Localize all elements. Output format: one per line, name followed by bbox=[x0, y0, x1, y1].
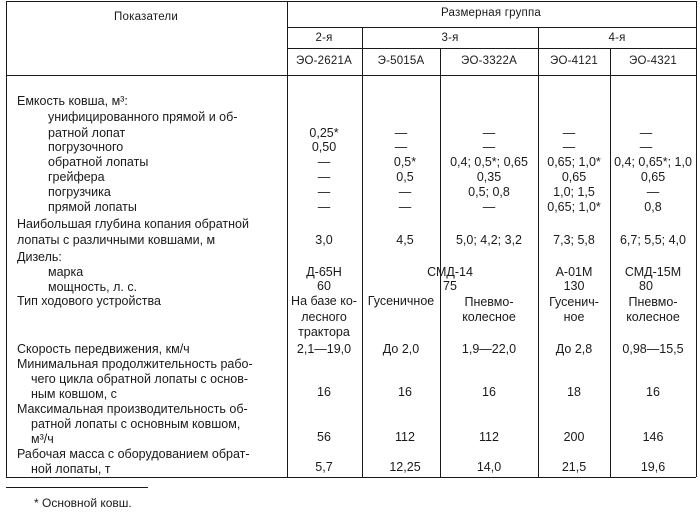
cell: 2,1—19,0 bbox=[296, 342, 352, 356]
cell: 5,0; 4,2; 3,2 bbox=[455, 233, 523, 247]
cell: — bbox=[639, 126, 653, 140]
cell: — bbox=[398, 185, 412, 199]
cell: 1,9—22,0 bbox=[461, 342, 517, 356]
cell: До 2,0 bbox=[382, 342, 420, 356]
mass-label-line1: Рабочая масса с оборудованием обрат- bbox=[17, 447, 250, 461]
cycle-label-line2: чего цикла обратной лопаты с основ- bbox=[31, 372, 249, 386]
undercarriage-label: Тип ходового устройства bbox=[17, 294, 161, 308]
cell: Пневмо- bbox=[464, 295, 514, 309]
cell: СМД-14 bbox=[427, 265, 473, 279]
cell: Пневмо- bbox=[628, 295, 678, 309]
cell: 0,98—15,5 bbox=[622, 342, 684, 356]
cycle-label-line3: ным ковшом, с bbox=[31, 387, 117, 401]
cell: — bbox=[562, 126, 576, 140]
cell: 0,35 bbox=[476, 170, 502, 184]
cell: 0,65 bbox=[561, 170, 587, 184]
cell: — bbox=[317, 170, 331, 184]
backhoe-label: обратной лопаты bbox=[48, 155, 149, 169]
max-depth-label-line2: лопаты с различными ковшами, м bbox=[17, 233, 216, 247]
cell: 0,4; 0,5*; 0,65 bbox=[450, 155, 528, 169]
cell: — bbox=[482, 140, 496, 154]
loader2-label: погрузчика bbox=[48, 185, 111, 199]
bucket-capacity-label: Емкость ковша, м³: bbox=[17, 94, 128, 108]
cell: 130 bbox=[563, 279, 585, 293]
group-3-header: 3-я bbox=[441, 32, 459, 44]
cell: 18 bbox=[567, 385, 581, 399]
cell: — bbox=[317, 155, 331, 169]
cell: 80 bbox=[639, 279, 653, 293]
cell: 5,7 bbox=[315, 460, 333, 474]
cell: — bbox=[317, 200, 331, 214]
cell: трактора bbox=[298, 325, 350, 339]
cell: — bbox=[398, 200, 412, 214]
cell: 0,5 bbox=[396, 170, 414, 184]
cell: 0,5; 0,8 bbox=[468, 185, 510, 199]
cell: 14,0 bbox=[476, 460, 502, 474]
productivity-label-line2: ратной лопаты с основным ковшом, bbox=[31, 417, 241, 431]
footnote-rule bbox=[6, 487, 148, 488]
cell: 19,6 bbox=[640, 460, 666, 474]
model-eo-3322a: ЭО-3322А bbox=[461, 55, 517, 67]
diesel-label: Дизель: bbox=[17, 250, 62, 264]
cell: — bbox=[639, 140, 653, 154]
cell: 0,65 bbox=[640, 170, 666, 184]
universal-label-line1: унифицированного прямой и об- bbox=[48, 110, 238, 124]
cell: 200 bbox=[563, 430, 585, 444]
cycle-label-line1: Минимальная продолжительность рабо- bbox=[17, 357, 253, 371]
grab-label: грейфера bbox=[48, 170, 105, 184]
cell: 3,0 bbox=[315, 233, 333, 247]
cell: 16 bbox=[398, 385, 412, 399]
cell: 0,50 bbox=[311, 140, 337, 154]
cell: 146 bbox=[642, 430, 664, 444]
cell: На базе ко- bbox=[291, 294, 357, 308]
cell: 0,25* bbox=[309, 126, 339, 140]
group-4-header: 4-я bbox=[608, 32, 626, 44]
max-depth-label-line1: Наибольшая глубина копания обратной bbox=[17, 217, 249, 231]
cell: 0,4; 0,65*; 1,0 bbox=[614, 155, 692, 169]
cell: — bbox=[482, 200, 496, 214]
mass-label-line2: ной лопаты, т bbox=[31, 462, 111, 476]
power-label: мощность, л. с. bbox=[48, 280, 138, 294]
cell: 16 bbox=[646, 385, 660, 399]
cell: — bbox=[482, 126, 496, 140]
cell: До 2,8 bbox=[555, 342, 593, 356]
cell: 4,5 bbox=[396, 233, 414, 247]
group-2-header: 2-я bbox=[315, 32, 333, 44]
brand-label: марка bbox=[48, 265, 84, 279]
size-group-header: Размерная группа bbox=[441, 7, 541, 19]
cell: СМД-15М bbox=[624, 265, 682, 279]
shovel-label: прямой лопаты bbox=[48, 200, 137, 214]
model-eo-2621a: ЭО-2621А bbox=[296, 55, 352, 67]
cell: 75 bbox=[443, 279, 457, 293]
cell: 112 bbox=[395, 430, 415, 444]
cell: колесное bbox=[626, 310, 680, 324]
cell: 56 bbox=[317, 430, 331, 444]
cell: 0,8 bbox=[644, 200, 662, 214]
indicators-header: Показатели bbox=[114, 11, 178, 23]
cell: 0,65; 1,0* bbox=[547, 200, 601, 214]
cell: ное bbox=[563, 310, 585, 324]
cell: Гусенич- bbox=[549, 295, 599, 309]
cell: 60 bbox=[317, 279, 331, 293]
cell: 0,65; 1,0* bbox=[547, 155, 601, 169]
cell: 16 bbox=[482, 385, 496, 399]
cell: — bbox=[646, 185, 660, 199]
speed-label: Скорость передвижения, км/ч bbox=[17, 342, 190, 356]
model-eo-4121: ЭО-4121 bbox=[549, 55, 599, 67]
cell: — bbox=[394, 126, 408, 140]
model-e-5015a: Э-5015А bbox=[377, 55, 425, 67]
cell: — bbox=[394, 140, 408, 154]
cell: 1,0; 1,5 bbox=[553, 185, 595, 199]
cell: — bbox=[317, 185, 331, 199]
cell: 21,5 bbox=[561, 460, 587, 474]
cell: 0,5* bbox=[393, 155, 417, 169]
cell: 12,25 bbox=[389, 460, 421, 474]
cell: А-01М bbox=[555, 265, 593, 279]
cell: лесного bbox=[301, 310, 347, 324]
model-eo-4321: ЭО-4321 bbox=[628, 55, 678, 67]
cell: 7,3; 5,8 bbox=[553, 233, 595, 247]
cell: 6,7; 5,5; 4,0 bbox=[619, 233, 687, 247]
cell: Д-65Н bbox=[306, 265, 342, 279]
cell: — bbox=[562, 140, 576, 154]
loader-label: погрузочного bbox=[48, 140, 124, 154]
footnote: * Основной ковш. bbox=[34, 496, 132, 510]
cell: 16 bbox=[317, 385, 331, 399]
productivity-label-line1: Максимальная производительность об- bbox=[17, 402, 248, 416]
cell: Гусеничное bbox=[367, 294, 435, 308]
cell: 112 bbox=[479, 430, 499, 444]
universal-label-line2: ратной лопат bbox=[48, 126, 126, 140]
productivity-label-line3: м³/ч bbox=[31, 432, 54, 446]
cell: колесное bbox=[462, 310, 516, 324]
